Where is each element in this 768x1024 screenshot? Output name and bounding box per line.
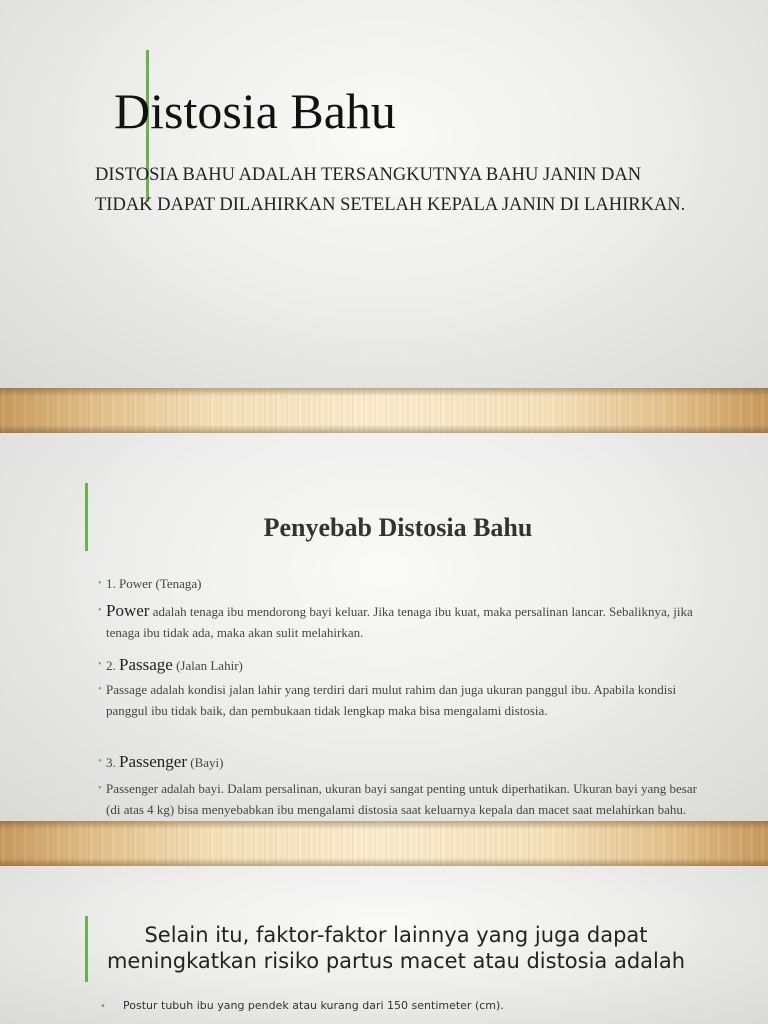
- list-item-text: Postur tubuh ibu yang pendek atau kurang dari 150 sentimeter (cm).: [123, 999, 504, 1012]
- list-item-text: 1. Power (Tenaga): [106, 576, 202, 591]
- bullet-icon: •: [98, 578, 102, 589]
- slide-2: [0, 433, 768, 821]
- list-item: [100, 654, 243, 676]
- slide-title: Penyebab Distosia Bahu: [263, 513, 533, 542]
- list-item: [100, 998, 726, 1014]
- wood-divider: [0, 821, 768, 866]
- slide-title: Distosia Bahu: [114, 83, 396, 139]
- list-item-number: 3.: [106, 755, 119, 770]
- slide-title: Selain itu, faktor-faktor lainnya yang juga dapat meningkatkan risiko partus macet atau distosia adalah: [106, 923, 686, 973]
- list-item: [100, 679, 700, 721]
- slide-3: [0, 866, 768, 1024]
- list-item-text: Passage adalah kondisi jalan lahir yang terdiri dari mulut rahim dan juga ukuran panggul ibu. Apabila kondisi panggul ibu tidak baik, dan pembukaan tidak lengkap maka bisa mengalami distosia.: [106, 682, 677, 718]
- bullet-icon: •: [98, 684, 102, 695]
- list-item-lead: Power: [106, 601, 150, 620]
- wood-divider: [0, 388, 768, 433]
- bullet-icon: •: [98, 605, 102, 616]
- list-item: [100, 600, 700, 643]
- list-item-text: (Bayi): [186, 755, 224, 770]
- slide-1: [0, 0, 768, 388]
- bullet-icon: •: [98, 783, 102, 794]
- accent-line: [85, 916, 88, 982]
- slide-body: DISTOSIA BAHU ADALAH TERSANGKUTNYA BAHU JANIN DAN TIDAK DAPAT DILAHIRKAN SETELAH KEPALA JANIN DI LAHIRKAN.: [95, 165, 686, 215]
- list-item: [100, 778, 700, 820]
- bullet-icon: •: [100, 1001, 106, 1012]
- list-item-lead: Passenger: [119, 752, 187, 771]
- bullet-icon: •: [98, 756, 102, 767]
- list-item-lead: Passage: [119, 655, 173, 674]
- list-item: [100, 751, 223, 773]
- list-item-number: 2.: [106, 658, 119, 673]
- list-item-text: Passenger adalah bayi. Dalam persalinan, ukuran bayi sangat penting untuk diperhatikan. Ukuran bayi yang besar (di atas 4 kg) bisa menyebabkan ibu mengalami distosia saat keluarnya kepala dan macet saat melahirkan bahu.: [106, 781, 697, 817]
- list-item-text: adalah tenaga ibu mendorong bayi keluar. Jika tenaga ibu kuat, maka persalinan lancar. Sebaliknya, jika tenaga ibu tidak ada, maka akan sulit melahirkan.: [106, 604, 693, 640]
- bullet-icon: •: [98, 659, 102, 670]
- list-item-text: (Jalan Lahir): [172, 658, 243, 673]
- list-item: [100, 573, 201, 594]
